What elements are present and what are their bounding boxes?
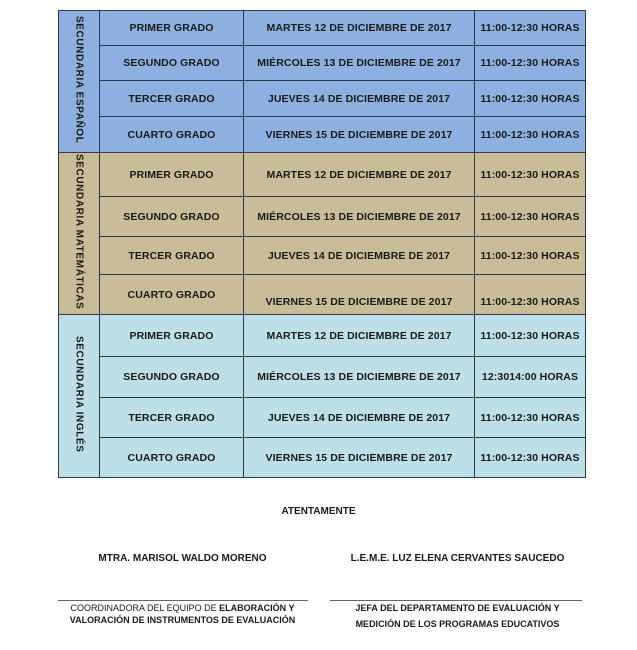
table-row xyxy=(59,398,586,438)
grade-cell: PRIMER GRADO xyxy=(100,315,244,357)
right-signatory-role xyxy=(330,602,585,634)
table-row xyxy=(59,197,586,237)
table-row xyxy=(59,275,586,315)
grade-cell: PRIMER GRADO xyxy=(100,11,244,46)
time-cell: 12:3014:00 HORAS xyxy=(475,357,586,398)
date-cell: JUEVES 14 DE DICIEMBRE DE 2017 xyxy=(244,398,475,438)
table-row xyxy=(59,117,586,153)
right-signatory-name: L.E.M.E. LUZ ELENA CERVANTES SAUCEDO xyxy=(350,553,565,564)
table-row xyxy=(59,153,586,197)
time-cell: 11:00-12:30 HORAS xyxy=(475,153,586,197)
table-row xyxy=(59,237,586,275)
time-cell: 11:00-12:30 HORAS xyxy=(475,315,586,357)
table-row xyxy=(59,46,586,81)
right-role-line-1: JEFA DEL DEPARTAMENTO DE EVALUACIÓN Y xyxy=(355,603,560,613)
time-cell: 11:00-12:30 HORAS xyxy=(475,81,586,117)
date-cell: VIERNES 15 DE DICIEMBRE DE 2017 xyxy=(244,275,475,315)
date-cell: MIÉRCOLES 13 DE DICIEMBRE DE 2017 xyxy=(244,357,475,398)
left-role-line-2: VALORACIÓN DE INSTRUMENTOS DE EVALUACIÓN xyxy=(69,615,296,625)
right-role-line-2: MEDICIÓN DE LOS PROGRAMAS EDUCATIVOS xyxy=(355,619,560,629)
table-row xyxy=(59,438,586,478)
grade-cell: CUARTO GRADO xyxy=(100,117,244,153)
closing-text: ATENTAMENTE xyxy=(281,506,356,517)
date-cell: MIÉRCOLES 13 DE DICIEMBRE DE 2017 xyxy=(244,197,475,237)
grade-cell: SEGUNDO GRADO xyxy=(100,46,244,81)
time-cell: 11:00-12:30 HORAS xyxy=(475,117,586,153)
grade-cell: TERCER GRADO xyxy=(100,398,244,438)
date-cell: VIERNES 15 DE DICIEMBRE DE 2017 xyxy=(244,117,475,153)
grade-cell: TERCER GRADO xyxy=(100,237,244,275)
subject-label-espanol: SECUNDARIA ESPAÑOL xyxy=(59,11,100,153)
date-cell: MARTES 12 DE DICIEMBRE DE 2017 xyxy=(244,11,475,46)
date-cell: JUEVES 14 DE DICIEMBRE DE 2017 xyxy=(244,237,475,275)
left-signatory-role xyxy=(50,602,315,626)
grade-cell: CUARTO GRADO xyxy=(100,438,244,478)
grade-cell: SEGUNDO GRADO xyxy=(100,197,244,237)
date-cell: MARTES 12 DE DICIEMBRE DE 2017 xyxy=(244,153,475,197)
time-cell: 11:00-12:30 HORAS xyxy=(475,11,586,46)
left-role-line-1: COORDINADORA DEL EQUIPO DE ELABORACIÓN Y xyxy=(70,603,295,613)
date-cell: JUEVES 14 DE DICIEMBRE DE 2017 xyxy=(244,81,475,117)
left-signatory-name: MTRA. MARISOL WALDO MORENO xyxy=(98,553,267,564)
time-cell: 11:00-12:30 HORAS xyxy=(475,46,586,81)
time-cell: 11:00-12:30 HORAS xyxy=(475,197,586,237)
grade-cell: SEGUNDO GRADO xyxy=(100,357,244,398)
time-cell: 11:00-12:30 HORAS xyxy=(475,398,586,438)
date-cell: MIÉRCOLES 13 DE DICIEMBRE DE 2017 xyxy=(244,46,475,81)
grade-cell: PRIMER GRADO xyxy=(100,153,244,197)
time-cell: 11:00-12:30 HORAS xyxy=(475,237,586,275)
grade-cell: TERCER GRADO xyxy=(100,81,244,117)
time-cell: 11:00-12:30 HORAS xyxy=(475,275,586,315)
subject-label-matematicas: SECUNDARIA MATEMÁTICAS xyxy=(59,153,100,315)
left-signature-line xyxy=(58,600,308,601)
date-cell: VIERNES 15 DE DICIEMBRE DE 2017 xyxy=(244,438,475,478)
time-cell: 11:00-12:30 HORAS xyxy=(475,438,586,478)
date-cell: MARTES 12 DE DICIEMBRE DE 2017 xyxy=(244,315,475,357)
table-row xyxy=(59,315,586,357)
table-row xyxy=(59,11,586,46)
table-row xyxy=(59,81,586,117)
subject-label-ingles: SECUNDARIA INGLÉS xyxy=(59,315,100,478)
schedule-table xyxy=(58,10,586,478)
grade-cell: CUARTO GRADO xyxy=(100,275,244,315)
table-row xyxy=(59,357,586,398)
right-signature-line xyxy=(330,600,582,601)
